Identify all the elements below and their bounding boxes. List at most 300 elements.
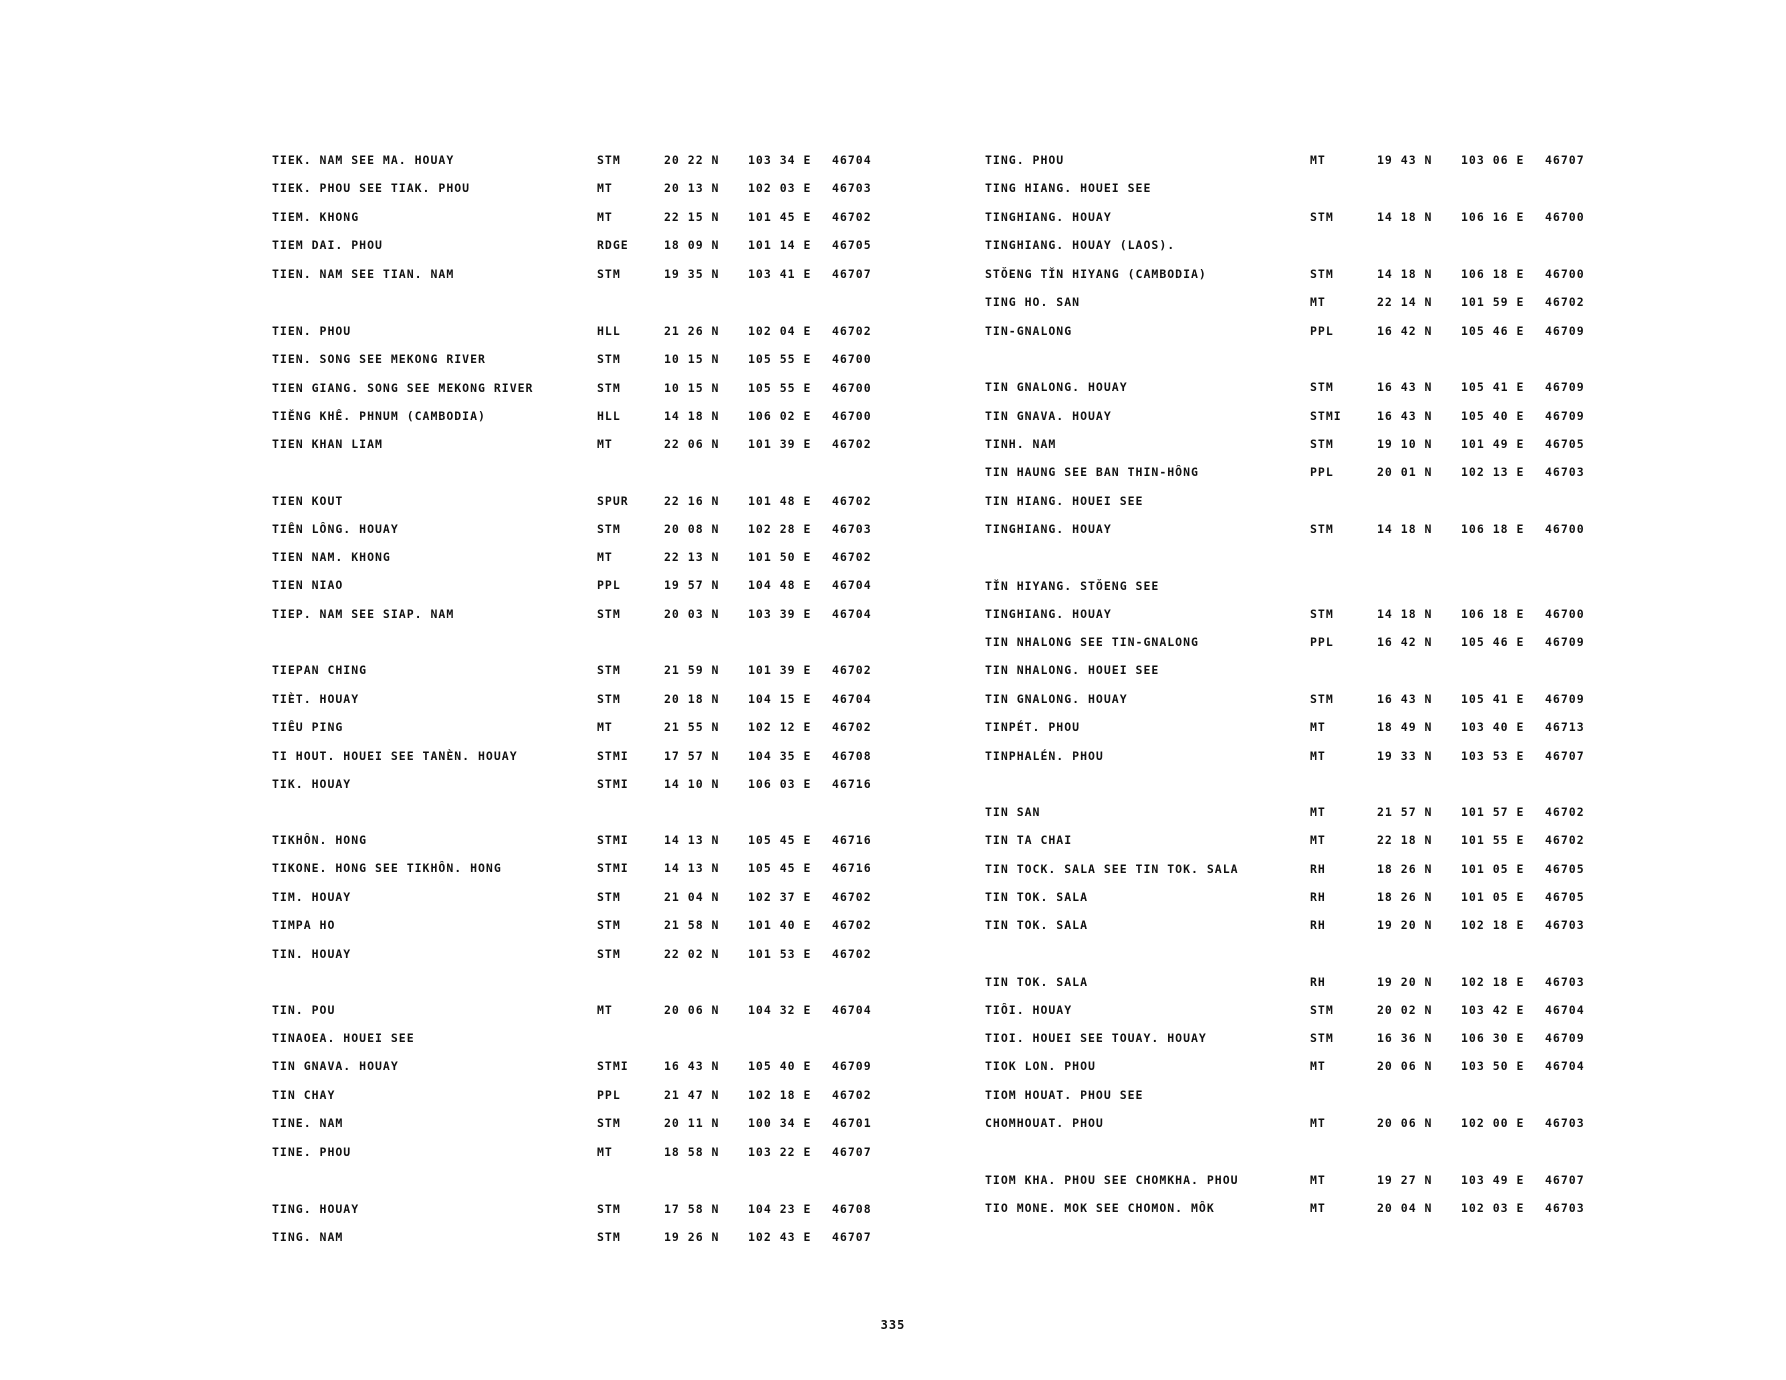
entry-latitude: 20 06 N xyxy=(664,1003,720,1017)
entry-feature-type: STM xyxy=(1310,607,1334,621)
entry-longitude: 105 55 E xyxy=(748,381,812,395)
entry-feature-type: RH xyxy=(1310,918,1326,932)
entry-feature-type: STMI xyxy=(597,1059,629,1073)
entry-latitude: 19 20 N xyxy=(1377,975,1433,989)
entry-longitude: 102 00 E xyxy=(1461,1116,1525,1130)
entry-map-code: 46702 xyxy=(1545,805,1585,819)
entry-longitude: 101 45 E xyxy=(748,210,812,224)
entry-longitude: 105 46 E xyxy=(1461,635,1525,649)
entry-longitude: 101 05 E xyxy=(1461,890,1525,904)
entry-latitude: 16 43 N xyxy=(1377,380,1433,394)
entry-map-code: 46702 xyxy=(832,1088,872,1102)
entry-name: CHOMHOUAT. PHOU xyxy=(985,1116,1104,1130)
entry-map-code: 46703 xyxy=(1545,1201,1585,1215)
entry-longitude: 103 22 E xyxy=(748,1145,812,1159)
entry-longitude: 103 50 E xyxy=(1461,1059,1525,1073)
entry-longitude: 103 53 E xyxy=(1461,749,1525,763)
entry-map-code: 46702 xyxy=(832,210,872,224)
entry-name: TIN GNALONG. HOUAY xyxy=(985,692,1128,706)
entry-feature-type: STMI xyxy=(597,861,629,875)
entry-feature-type: HLL xyxy=(597,409,621,423)
entry-longitude: 104 15 E xyxy=(748,692,812,706)
entry-longitude: 106 16 E xyxy=(1461,210,1525,224)
entry-map-code: 46707 xyxy=(1545,1173,1585,1187)
entry-latitude: 10 15 N xyxy=(664,352,720,366)
entry-name: TIN TA CHAI xyxy=(985,833,1073,847)
entry-latitude: 16 42 N xyxy=(1377,635,1433,649)
entry-name: TING. PHOU xyxy=(985,153,1065,167)
entry-feature-type: STM xyxy=(597,663,621,677)
entry-name: TING. HOUAY xyxy=(272,1202,360,1216)
entry-longitude: 103 39 E xyxy=(748,607,812,621)
entry-longitude: 102 43 E xyxy=(748,1230,812,1244)
entry-name: TIM. HOUAY xyxy=(272,890,352,904)
entry-map-code: 46702 xyxy=(832,494,872,508)
entry-longitude: 101 57 E xyxy=(1461,805,1525,819)
entry-name: TIN-GNALONG xyxy=(985,324,1073,338)
entry-longitude: 100 34 E xyxy=(748,1116,812,1130)
entry-longitude: 105 45 E xyxy=(748,861,812,875)
entry-feature-type: MT xyxy=(1310,295,1326,309)
entry-latitude: 14 18 N xyxy=(1377,210,1433,224)
entry-name: TIOM KHA. PHOU SEE CHOMKHA. PHOU xyxy=(985,1173,1239,1187)
entry-longitude: 103 42 E xyxy=(1461,1003,1525,1017)
entry-latitude: 19 57 N xyxy=(664,578,720,592)
entry-name: TIO MONE. MOK SEE CHOMON. MÔK xyxy=(985,1201,1215,1215)
entry-map-code: 46702 xyxy=(1545,833,1585,847)
entry-feature-type: STM xyxy=(597,692,621,706)
entry-longitude: 105 41 E xyxy=(1461,380,1525,394)
entry-name: TINH. NAM xyxy=(985,437,1057,451)
entry-map-code: 46702 xyxy=(832,437,872,451)
entry-latitude: 18 09 N xyxy=(664,238,720,252)
entry-longitude: 101 39 E xyxy=(748,437,812,451)
entry-latitude: 14 18 N xyxy=(1377,267,1433,281)
entry-feature-type: MT xyxy=(597,437,613,451)
entry-name: TING. NAM xyxy=(272,1230,344,1244)
entry-feature-type: RDGE xyxy=(597,238,629,252)
entry-name: TIKHÔN. HONG xyxy=(272,833,368,847)
entry-name: TIEN KHAN LIAM xyxy=(272,437,383,451)
entry-latitude: 16 43 N xyxy=(1377,409,1433,423)
entry-latitude: 10 15 N xyxy=(664,381,720,395)
entry-feature-type: PPL xyxy=(597,578,621,592)
entry-latitude: 20 08 N xyxy=(664,522,720,536)
entry-longitude: 104 32 E xyxy=(748,1003,812,1017)
entry-map-code: 46702 xyxy=(832,550,872,564)
entry-name: TIEN. SONG SEE MEKONG RIVER xyxy=(272,352,486,366)
entry-latitude: 14 18 N xyxy=(1377,522,1433,536)
entry-longitude: 102 04 E xyxy=(748,324,812,338)
entry-feature-type: STM xyxy=(597,918,621,932)
entry-map-code: 46700 xyxy=(1545,522,1585,536)
entry-name: TINAOEA. HOUEI SEE xyxy=(272,1031,415,1045)
entry-longitude: 105 45 E xyxy=(748,833,812,847)
entry-feature-type: RH xyxy=(1310,975,1326,989)
entry-feature-type: PPL xyxy=(1310,324,1334,338)
entry-feature-type: MT xyxy=(597,720,613,734)
entry-latitude: 17 57 N xyxy=(664,749,720,763)
entry-longitude: 101 05 E xyxy=(1461,862,1525,876)
entry-map-code: 46705 xyxy=(1545,862,1585,876)
entry-longitude: 102 12 E xyxy=(748,720,812,734)
entry-longitude: 105 40 E xyxy=(1461,409,1525,423)
entry-longitude: 105 40 E xyxy=(748,1059,812,1073)
entry-latitude: 21 26 N xyxy=(664,324,720,338)
entry-latitude: 22 13 N xyxy=(664,550,720,564)
entry-longitude: 103 49 E xyxy=(1461,1173,1525,1187)
entry-map-code: 46703 xyxy=(832,181,872,195)
entry-name: TIEK. PHOU SEE TIAK. PHOU xyxy=(272,181,471,195)
entry-latitude: 22 14 N xyxy=(1377,295,1433,309)
entry-feature-type: MT xyxy=(1310,805,1326,819)
entry-name: TINGHIANG. HOUAY xyxy=(985,210,1112,224)
entry-latitude: 20 06 N xyxy=(1377,1116,1433,1130)
entry-map-code: 46713 xyxy=(1545,720,1585,734)
entry-latitude: 20 13 N xyxy=(664,181,720,195)
entry-map-code: 46709 xyxy=(1545,380,1585,394)
entry-map-code: 46708 xyxy=(832,1202,872,1216)
entry-latitude: 20 22 N xyxy=(664,153,720,167)
entry-map-code: 46709 xyxy=(832,1059,872,1073)
entry-feature-type: RH xyxy=(1310,890,1326,904)
entry-feature-type: STMI xyxy=(597,777,629,791)
entry-latitude: 22 18 N xyxy=(1377,833,1433,847)
entry-name: TIÔI. HOUAY xyxy=(985,1003,1073,1017)
entry-latitude: 20 04 N xyxy=(1377,1201,1433,1215)
entry-longitude: 104 23 E xyxy=(748,1202,812,1216)
entry-map-code: 46702 xyxy=(832,918,872,932)
entry-name: STŎENG TĬN HIYANG (CAMBODIA) xyxy=(985,267,1207,281)
entry-longitude: 106 18 E xyxy=(1461,267,1525,281)
entry-feature-type: STM xyxy=(597,267,621,281)
entry-name: TIEM. KHONG xyxy=(272,210,360,224)
entry-latitude: 21 57 N xyxy=(1377,805,1433,819)
entry-map-code: 46704 xyxy=(832,607,872,621)
entry-map-code: 46705 xyxy=(1545,890,1585,904)
entry-longitude: 106 18 E xyxy=(1461,522,1525,536)
entry-feature-type: PPL xyxy=(1310,635,1334,649)
entry-longitude: 101 49 E xyxy=(1461,437,1525,451)
entry-feature-type: MT xyxy=(1310,749,1326,763)
entry-name: TIN NHALONG. HOUEI SEE xyxy=(985,663,1160,677)
entry-name: TINE. NAM xyxy=(272,1116,344,1130)
entry-name: TINE. PHOU xyxy=(272,1145,352,1159)
entry-map-code: 46703 xyxy=(1545,1116,1585,1130)
entry-longitude: 102 18 E xyxy=(1461,975,1525,989)
entry-latitude: 22 02 N xyxy=(664,947,720,961)
entry-latitude: 20 11 N xyxy=(664,1116,720,1130)
entry-map-code: 46707 xyxy=(1545,749,1585,763)
entry-name: TIEN NIAO xyxy=(272,578,344,592)
entry-feature-type: MT xyxy=(597,550,613,564)
entry-longitude: 101 53 E xyxy=(748,947,812,961)
entry-feature-type: STM xyxy=(597,607,621,621)
entry-map-code: 46704 xyxy=(832,153,872,167)
entry-feature-type: MT xyxy=(1310,153,1326,167)
page-number: 335 xyxy=(880,1318,906,1332)
entry-latitude: 17 58 N xyxy=(664,1202,720,1216)
entry-feature-type: PPL xyxy=(597,1088,621,1102)
entry-map-code: 46704 xyxy=(832,692,872,706)
entry-latitude: 18 49 N xyxy=(1377,720,1433,734)
entry-map-code: 46716 xyxy=(832,861,872,875)
entry-feature-type: STM xyxy=(597,890,621,904)
entry-name: TINPHALÉN. PHOU xyxy=(985,749,1104,763)
entry-longitude: 101 48 E xyxy=(748,494,812,508)
entry-name: TINPÉT. PHOU xyxy=(985,720,1081,734)
entry-longitude: 101 39 E xyxy=(748,663,812,677)
entry-longitude: 105 41 E xyxy=(1461,692,1525,706)
entry-feature-type: MT xyxy=(1310,1116,1326,1130)
entry-feature-type: STMI xyxy=(597,833,629,847)
entry-map-code: 46703 xyxy=(832,522,872,536)
entry-latitude: 14 18 N xyxy=(664,409,720,423)
entry-feature-type: HLL xyxy=(597,324,621,338)
entry-name: TIN TOCK. SALA SEE TIN TOK. SALA xyxy=(985,862,1239,876)
entry-map-code: 46709 xyxy=(1545,1031,1585,1045)
entry-latitude: 14 13 N xyxy=(664,833,720,847)
entry-map-code: 46705 xyxy=(832,238,872,252)
entry-longitude: 106 02 E xyxy=(748,409,812,423)
entry-longitude: 102 18 E xyxy=(1461,918,1525,932)
entry-feature-type: STM xyxy=(1310,380,1334,394)
entry-latitude: 18 58 N xyxy=(664,1145,720,1159)
entry-longitude: 101 40 E xyxy=(748,918,812,932)
entry-feature-type: STMI xyxy=(1310,409,1342,423)
entry-feature-type: MT xyxy=(597,210,613,224)
entry-name: TĬN HIYANG. STŎENG SEE xyxy=(985,579,1160,593)
entry-name: TIN HAUNG SEE BAN THIN-HÔNG xyxy=(985,465,1199,479)
entry-latitude: 19 43 N xyxy=(1377,153,1433,167)
entry-latitude: 22 16 N xyxy=(664,494,720,508)
entry-longitude: 106 30 E xyxy=(1461,1031,1525,1045)
entry-feature-type: MT xyxy=(597,1145,613,1159)
entry-feature-type: MT xyxy=(597,1003,613,1017)
entry-map-code: 46705 xyxy=(1545,437,1585,451)
entry-map-code: 46701 xyxy=(832,1116,872,1130)
entry-latitude: 21 47 N xyxy=(664,1088,720,1102)
entry-name: TING HIANG. HOUEI SEE xyxy=(985,181,1152,195)
entry-longitude: 104 48 E xyxy=(748,578,812,592)
entry-longitude: 103 40 E xyxy=(1461,720,1525,734)
entry-latitude: 20 06 N xyxy=(1377,1059,1433,1073)
entry-latitude: 21 58 N xyxy=(664,918,720,932)
entry-name: TIN HIANG. HOUEI SEE xyxy=(985,494,1144,508)
entry-map-code: 46708 xyxy=(832,749,872,763)
entry-latitude: 18 26 N xyxy=(1377,862,1433,876)
entry-map-code: 46707 xyxy=(832,267,872,281)
entry-latitude: 22 15 N xyxy=(664,210,720,224)
entry-name: TIK. HOUAY xyxy=(272,777,352,791)
entry-longitude: 102 13 E xyxy=(1461,465,1525,479)
entry-name: TIOK LON. PHOU xyxy=(985,1059,1096,1073)
entry-map-code: 46702 xyxy=(832,947,872,961)
entry-feature-type: STM xyxy=(1310,1031,1334,1045)
entry-name: TI HOUT. HOUEI SEE TANÈN. HOUAY xyxy=(272,749,518,763)
entry-feature-type: PPL xyxy=(1310,465,1334,479)
entry-name: TIEN. NAM SEE TIAN. NAM xyxy=(272,267,455,281)
entry-latitude: 16 43 N xyxy=(1377,692,1433,706)
entry-map-code: 46700 xyxy=(832,352,872,366)
entry-feature-type: MT xyxy=(597,181,613,195)
entry-longitude: 104 35 E xyxy=(748,749,812,763)
entry-longitude: 101 59 E xyxy=(1461,295,1525,309)
entry-latitude: 20 18 N xyxy=(664,692,720,706)
entry-name: TIEK. NAM SEE MA. HOUAY xyxy=(272,153,455,167)
entry-map-code: 46709 xyxy=(1545,635,1585,649)
entry-name: TIN CHAY xyxy=(272,1088,336,1102)
entry-map-code: 46704 xyxy=(832,578,872,592)
entry-longitude: 103 06 E xyxy=(1461,153,1525,167)
entry-latitude: 16 42 N xyxy=(1377,324,1433,338)
entry-feature-type: SPUR xyxy=(597,494,629,508)
entry-map-code: 46702 xyxy=(832,720,872,734)
entry-feature-type: MT xyxy=(1310,720,1326,734)
entry-name: TINGHIANG. HOUAY xyxy=(985,607,1112,621)
entry-name: TIEN KOUT xyxy=(272,494,344,508)
entry-feature-type: STM xyxy=(597,1202,621,1216)
entry-latitude: 19 26 N xyxy=(664,1230,720,1244)
entry-map-code: 46716 xyxy=(832,833,872,847)
entry-feature-type: STM xyxy=(1310,522,1334,536)
entry-map-code: 46703 xyxy=(1545,975,1585,989)
entry-name: TINGHIANG. HOUAY xyxy=(985,522,1112,536)
entry-name: TIKONE. HONG SEE TIKHÔN. HONG xyxy=(272,861,502,875)
entry-feature-type: MT xyxy=(1310,1173,1326,1187)
entry-name: TIOI. HOUEI SEE TOUAY. HOUAY xyxy=(985,1031,1207,1045)
entry-feature-type: MT xyxy=(1310,1201,1326,1215)
entry-name: TIÊU PING xyxy=(272,720,344,734)
entry-feature-type: STM xyxy=(597,381,621,395)
entry-longitude: 105 55 E xyxy=(748,352,812,366)
entry-map-code: 46707 xyxy=(1545,153,1585,167)
entry-name: TINGHIANG. HOUAY (LAOS). xyxy=(985,238,1176,252)
entry-name: TIEN GIANG. SONG SEE MEKONG RIVER xyxy=(272,381,534,395)
entry-feature-type: STMI xyxy=(597,749,629,763)
entry-feature-type: RH xyxy=(1310,862,1326,876)
entry-latitude: 19 20 N xyxy=(1377,918,1433,932)
entry-map-code: 46703 xyxy=(1545,465,1585,479)
entry-latitude: 21 55 N xyxy=(664,720,720,734)
entry-name: TIĔNG KHÊ. PHNUM (CAMBODIA) xyxy=(272,409,486,423)
entry-feature-type: STM xyxy=(1310,692,1334,706)
entry-latitude: 21 59 N xyxy=(664,663,720,677)
entry-name: TIMPA HO xyxy=(272,918,336,932)
entry-feature-type: STM xyxy=(1310,210,1334,224)
entry-longitude: 101 14 E xyxy=(748,238,812,252)
entry-longitude: 102 18 E xyxy=(748,1088,812,1102)
entry-longitude: 101 50 E xyxy=(748,550,812,564)
entry-name: TIÈT. HOUAY xyxy=(272,692,360,706)
entry-name: TIN NHALONG SEE TIN-GNALONG xyxy=(985,635,1199,649)
entry-feature-type: STM xyxy=(597,352,621,366)
entry-map-code: 46716 xyxy=(832,777,872,791)
entry-name: TIOM HOUAT. PHOU SEE xyxy=(985,1088,1144,1102)
entry-longitude: 103 41 E xyxy=(748,267,812,281)
entry-map-code: 46700 xyxy=(1545,267,1585,281)
entry-longitude: 106 03 E xyxy=(748,777,812,791)
entry-name: TIN TOK. SALA xyxy=(985,975,1089,989)
entry-latitude: 14 18 N xyxy=(1377,607,1433,621)
entry-longitude: 102 37 E xyxy=(748,890,812,904)
entry-name: TIEPAN CHING xyxy=(272,663,368,677)
entry-longitude: 102 03 E xyxy=(748,181,812,195)
entry-name: TIN. HOUAY xyxy=(272,947,352,961)
entry-map-code: 46707 xyxy=(832,1145,872,1159)
entry-latitude: 22 06 N xyxy=(664,437,720,451)
entry-map-code: 46700 xyxy=(1545,607,1585,621)
entry-longitude: 105 46 E xyxy=(1461,324,1525,338)
entry-longitude: 103 34 E xyxy=(748,153,812,167)
entry-latitude: 19 10 N xyxy=(1377,437,1433,451)
entry-name: TIN GNAVA. HOUAY xyxy=(985,409,1112,423)
entry-latitude: 20 02 N xyxy=(1377,1003,1433,1017)
entry-map-code: 46707 xyxy=(832,1230,872,1244)
entry-map-code: 46709 xyxy=(1545,692,1585,706)
entry-longitude: 102 03 E xyxy=(1461,1201,1525,1215)
entry-name: TIÊN LÔNG. HOUAY xyxy=(272,522,399,536)
entry-map-code: 46702 xyxy=(1545,295,1585,309)
entry-name: TING HO. SAN xyxy=(985,295,1081,309)
entry-feature-type: MT xyxy=(1310,1059,1326,1073)
entry-map-code: 46704 xyxy=(1545,1059,1585,1073)
entry-feature-type: STM xyxy=(597,947,621,961)
entry-map-code: 46703 xyxy=(1545,918,1585,932)
entry-latitude: 19 33 N xyxy=(1377,749,1433,763)
entry-name: TIEM DAI. PHOU xyxy=(272,238,383,252)
entry-name: TIN SAN xyxy=(985,805,1041,819)
entry-map-code: 46709 xyxy=(1545,409,1585,423)
entry-latitude: 16 36 N xyxy=(1377,1031,1433,1045)
entry-latitude: 20 03 N xyxy=(664,607,720,621)
entry-feature-type: STM xyxy=(1310,267,1334,281)
entry-name: TIEN. PHOU xyxy=(272,324,352,338)
entry-feature-type: STM xyxy=(1310,437,1334,451)
entry-feature-type: STM xyxy=(597,153,621,167)
entry-latitude: 14 13 N xyxy=(664,861,720,875)
entry-name: TIN. POU xyxy=(272,1003,336,1017)
entry-map-code: 46700 xyxy=(1545,210,1585,224)
entry-name: TIN TOK. SALA xyxy=(985,890,1089,904)
entry-map-code: 46700 xyxy=(832,381,872,395)
entry-map-code: 46709 xyxy=(1545,324,1585,338)
entry-feature-type: MT xyxy=(1310,833,1326,847)
entry-name: TIN GNAVA. HOUAY xyxy=(272,1059,399,1073)
entry-longitude: 102 28 E xyxy=(748,522,812,536)
entry-map-code: 46702 xyxy=(832,663,872,677)
entry-map-code: 46704 xyxy=(832,1003,872,1017)
entry-latitude: 14 10 N xyxy=(664,777,720,791)
entry-latitude: 21 04 N xyxy=(664,890,720,904)
entry-feature-type: STM xyxy=(1310,1003,1334,1017)
entry-latitude: 18 26 N xyxy=(1377,890,1433,904)
entry-name: TIN GNALONG. HOUAY xyxy=(985,380,1128,394)
entry-map-code: 46702 xyxy=(832,890,872,904)
entry-feature-type: STM xyxy=(597,1116,621,1130)
entry-map-code: 46702 xyxy=(832,324,872,338)
entry-latitude: 19 35 N xyxy=(664,267,720,281)
entry-latitude: 20 01 N xyxy=(1377,465,1433,479)
entry-map-code: 46700 xyxy=(832,409,872,423)
entry-longitude: 106 18 E xyxy=(1461,607,1525,621)
entry-name: TIN TOK. SALA xyxy=(985,918,1089,932)
entry-longitude: 101 55 E xyxy=(1461,833,1525,847)
entry-name: TIEP. NAM SEE SIAP. NAM xyxy=(272,607,455,621)
entry-feature-type: STM xyxy=(597,522,621,536)
entry-map-code: 46704 xyxy=(1545,1003,1585,1017)
entry-latitude: 19 27 N xyxy=(1377,1173,1433,1187)
